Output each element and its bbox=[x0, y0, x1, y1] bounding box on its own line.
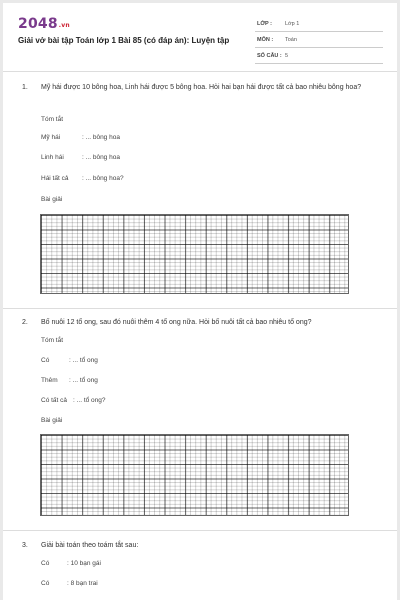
summary-line-value: : ... bông hoa bbox=[82, 134, 120, 141]
header-divider bbox=[3, 71, 397, 72]
question-text: Giải bài toán theo toám tắt sau: bbox=[41, 542, 139, 549]
summary-label: Tóm tắt bbox=[41, 337, 64, 344]
meta-value: Lớp 1 bbox=[285, 21, 300, 27]
answer-grid bbox=[40, 434, 349, 516]
site-logo[interactable]: 2048.vn bbox=[18, 16, 70, 32]
meta-row-count bbox=[255, 49, 383, 64]
document-page bbox=[3, 3, 397, 600]
summary-line-value: : ... tổ ong bbox=[69, 357, 98, 364]
summary-line-label: Có bbox=[41, 580, 50, 587]
summary-line-value: : ... bông hoa? bbox=[82, 175, 124, 182]
summary-line-label: Có bbox=[41, 357, 50, 364]
meta-value: 5 bbox=[285, 53, 289, 59]
summary-line-label: Có tất cả bbox=[41, 397, 68, 404]
answer-grid bbox=[40, 214, 349, 294]
meta-row-subject bbox=[255, 33, 383, 48]
question-text: Bố nuôi 12 tổ ong, sau đó nuôi thêm 4 tổ ong nữa. Hỏi bố nuôi tất cả bao nhiêu tổ ong? bbox=[41, 319, 312, 326]
page-title: Giải vở bài tập Toán lớp 1 Bài 85 (có đáp án): Luyện tập bbox=[18, 36, 230, 45]
meta-key: LỚP : bbox=[257, 21, 272, 27]
meta-box bbox=[255, 17, 383, 65]
question-number: 2. bbox=[22, 319, 28, 326]
solution-label: Bài giải bbox=[41, 417, 63, 424]
question-divider bbox=[3, 308, 397, 309]
summary-line-value: : 10 bạn gái bbox=[67, 560, 101, 567]
summary-line-label: Có bbox=[41, 560, 50, 567]
summary-line-value: : ... tổ ong bbox=[69, 377, 98, 384]
page-header bbox=[3, 3, 397, 65]
question-number: 3. bbox=[22, 542, 28, 549]
summary-line-value: : ... tổ ong? bbox=[73, 397, 106, 404]
summary-line-label: Mỹ hái bbox=[41, 134, 61, 141]
summary-line-label: Linh hái bbox=[41, 154, 64, 161]
summary-line-label: Hái tất cả bbox=[41, 175, 69, 182]
meta-row-class bbox=[255, 17, 383, 32]
summary-line-label: Thêm bbox=[41, 377, 58, 384]
meta-key: SỐ CÂU : bbox=[257, 53, 282, 59]
summary-label: Tóm tắt bbox=[41, 116, 64, 123]
solution-label: Bài giải bbox=[41, 196, 63, 203]
summary-line-value: : 8 bạn trai bbox=[67, 580, 98, 587]
question-number: 1. bbox=[22, 84, 28, 91]
meta-value: Toán bbox=[285, 37, 297, 43]
question-divider bbox=[3, 530, 397, 531]
meta-key: MÔN : bbox=[257, 37, 274, 43]
summary-line-value: : ... bông hoa bbox=[82, 154, 120, 161]
question-text: Mỹ hái được 10 bông hoa, Linh hái được 5 bông hoa. Hỏi hai bạn hái được tất cả bao nhiêu bông hoa? bbox=[41, 84, 362, 91]
